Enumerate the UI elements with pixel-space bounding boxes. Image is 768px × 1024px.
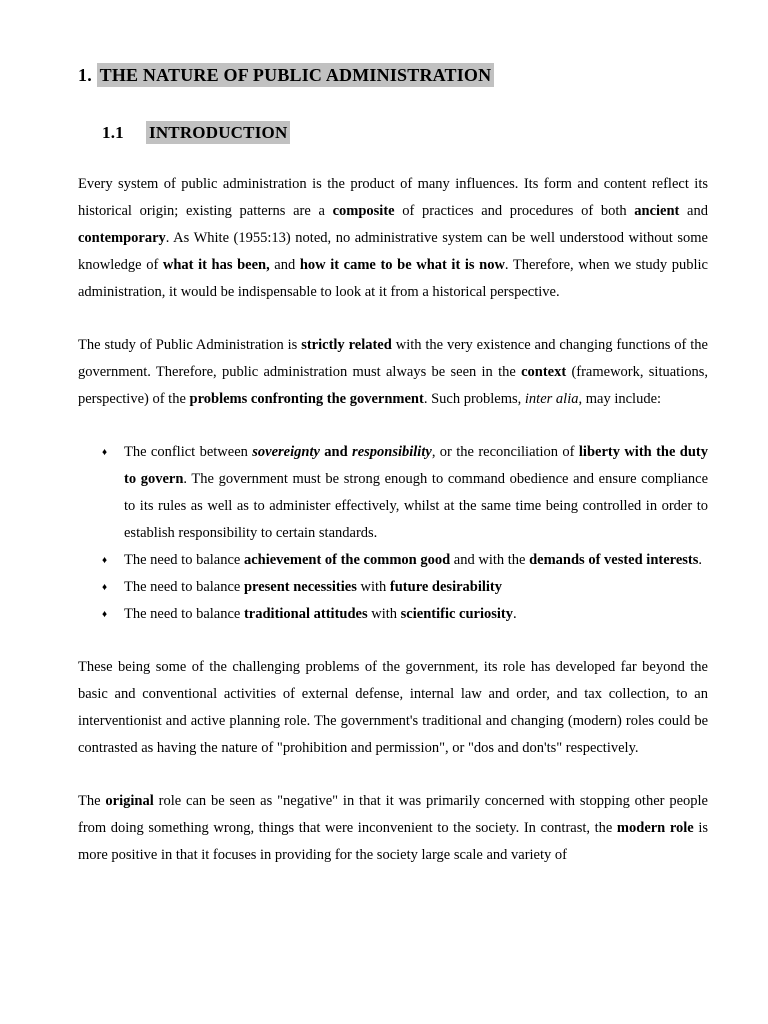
subsection-heading — [102, 120, 708, 145]
text-run: The conflict between — [124, 444, 253, 460]
bullet-item — [102, 601, 708, 628]
text-run: and — [679, 203, 708, 219]
text-run: and — [319, 444, 353, 460]
text-run: The need to balance — [124, 579, 244, 595]
text-run: . Such problems, — [423, 391, 525, 407]
text-run: . As White (1955:13) noted, no administrative system can be well understood without some knowledge of — [78, 230, 708, 273]
bullet-item — [102, 439, 708, 547]
text-run: The need to balance — [124, 606, 244, 622]
bullet-text — [124, 579, 502, 595]
text-run: with — [356, 579, 390, 595]
text-run: liberty with the duty to govern — [124, 444, 709, 487]
text-run: how it came to be what it is now — [299, 257, 505, 273]
bullet-list — [78, 439, 708, 628]
paragraph — [78, 171, 708, 306]
text-run: role can be seen as "negative" in that it was primarily concerned with stopping other people from doing something wrong, things that were inconvenient to the society. In contrast, the — [78, 793, 708, 836]
text-run: contemporary — [78, 230, 166, 246]
text-run: and with the — [450, 552, 530, 568]
text-run: strictly related — [301, 337, 392, 353]
text-run: traditional attitudes — [243, 606, 368, 622]
text-run: These being some of the challenging problems of the government, its role has developed far beyond the basic and conventional activities of external defense, internal law and order, and tax collection, to an interventionist and active planning role. The government's traditional and changing (modern) roles could be contrasted as having the nature of "prohibition and permission", or "dos and don'ts" respectively. — [78, 659, 708, 756]
subsection-number: 1.1 — [102, 123, 124, 142]
text-run: of practices and procedures of both — [394, 203, 635, 219]
text-run: inter alia — [524, 391, 579, 407]
text-run: . — [698, 552, 703, 568]
text-run: The need to balance — [124, 552, 244, 568]
document-body — [78, 171, 708, 869]
text-run: original — [105, 793, 154, 809]
text-run: The study of Public Administration is — [78, 337, 302, 353]
diamond-bullet-icon: ♦ — [102, 609, 108, 620]
text-run: achievement of the common good — [243, 552, 451, 568]
text-run: is more positive in that it focuses in providing for the society large scale and variety of — [78, 820, 708, 863]
text-run: with the very existence and changing functions of the government. Therefore, public administration must always be seen in the — [78, 337, 708, 380]
text-run: . — [513, 606, 517, 622]
diamond-bullet-icon: ♦ — [102, 447, 108, 458]
text-run: composite — [332, 203, 395, 219]
subsection-title-highlighted: INTRODUCTION — [146, 121, 290, 144]
text-run: responsibility — [352, 444, 432, 460]
text-run: Every system of public administration is the product of many influences. Its form and content reflect its historical origin; existing patterns are a — [78, 176, 708, 219]
text-run: The — [78, 793, 106, 809]
bullet-item — [102, 547, 708, 574]
paragraph — [78, 332, 708, 413]
text-run: future desirability — [389, 579, 503, 595]
text-run: context — [521, 364, 567, 380]
text-run: , or the reconciliation of — [431, 444, 579, 460]
section-heading — [78, 62, 708, 88]
bullet-text — [124, 552, 702, 568]
text-run: ancient — [634, 203, 680, 219]
text-run: modern role — [616, 820, 694, 836]
bullet-text — [124, 444, 708, 541]
text-run: (framework, situations, perspective) of the — [78, 364, 708, 407]
text-run: . The government must be strong enough to command obedience and ensure compliance to its rules as well as to administer effectively, whilst at the same time being controlled in order to establish responsibility to certain standards. — [124, 471, 709, 541]
diamond-bullet-icon: ♦ — [102, 555, 108, 566]
text-run: with — [367, 606, 401, 622]
text-run: sovereignty — [252, 444, 320, 460]
text-run: and — [269, 257, 300, 273]
text-run: what it has been, — [162, 257, 270, 273]
text-run: present necessities — [243, 579, 357, 595]
section-title-highlighted: THE NATURE OF PUBLIC ADMINISTRATION — [97, 63, 495, 87]
section-number: 1. — [78, 65, 92, 85]
paragraph — [78, 654, 708, 762]
bullet-item — [102, 574, 708, 601]
text-run: problems confronting the government — [189, 391, 424, 407]
diamond-bullet-icon: ♦ — [102, 582, 108, 593]
text-run: demands of vested interests — [529, 552, 699, 568]
text-run: , may include: — [578, 391, 662, 407]
text-run: . Therefore, when we study public administration, it would be indispensable to look at it from a historical perspective. — [78, 257, 708, 300]
text-run: scientific curiosity — [400, 606, 514, 622]
paragraph — [78, 788, 708, 869]
bullet-text — [124, 606, 517, 622]
